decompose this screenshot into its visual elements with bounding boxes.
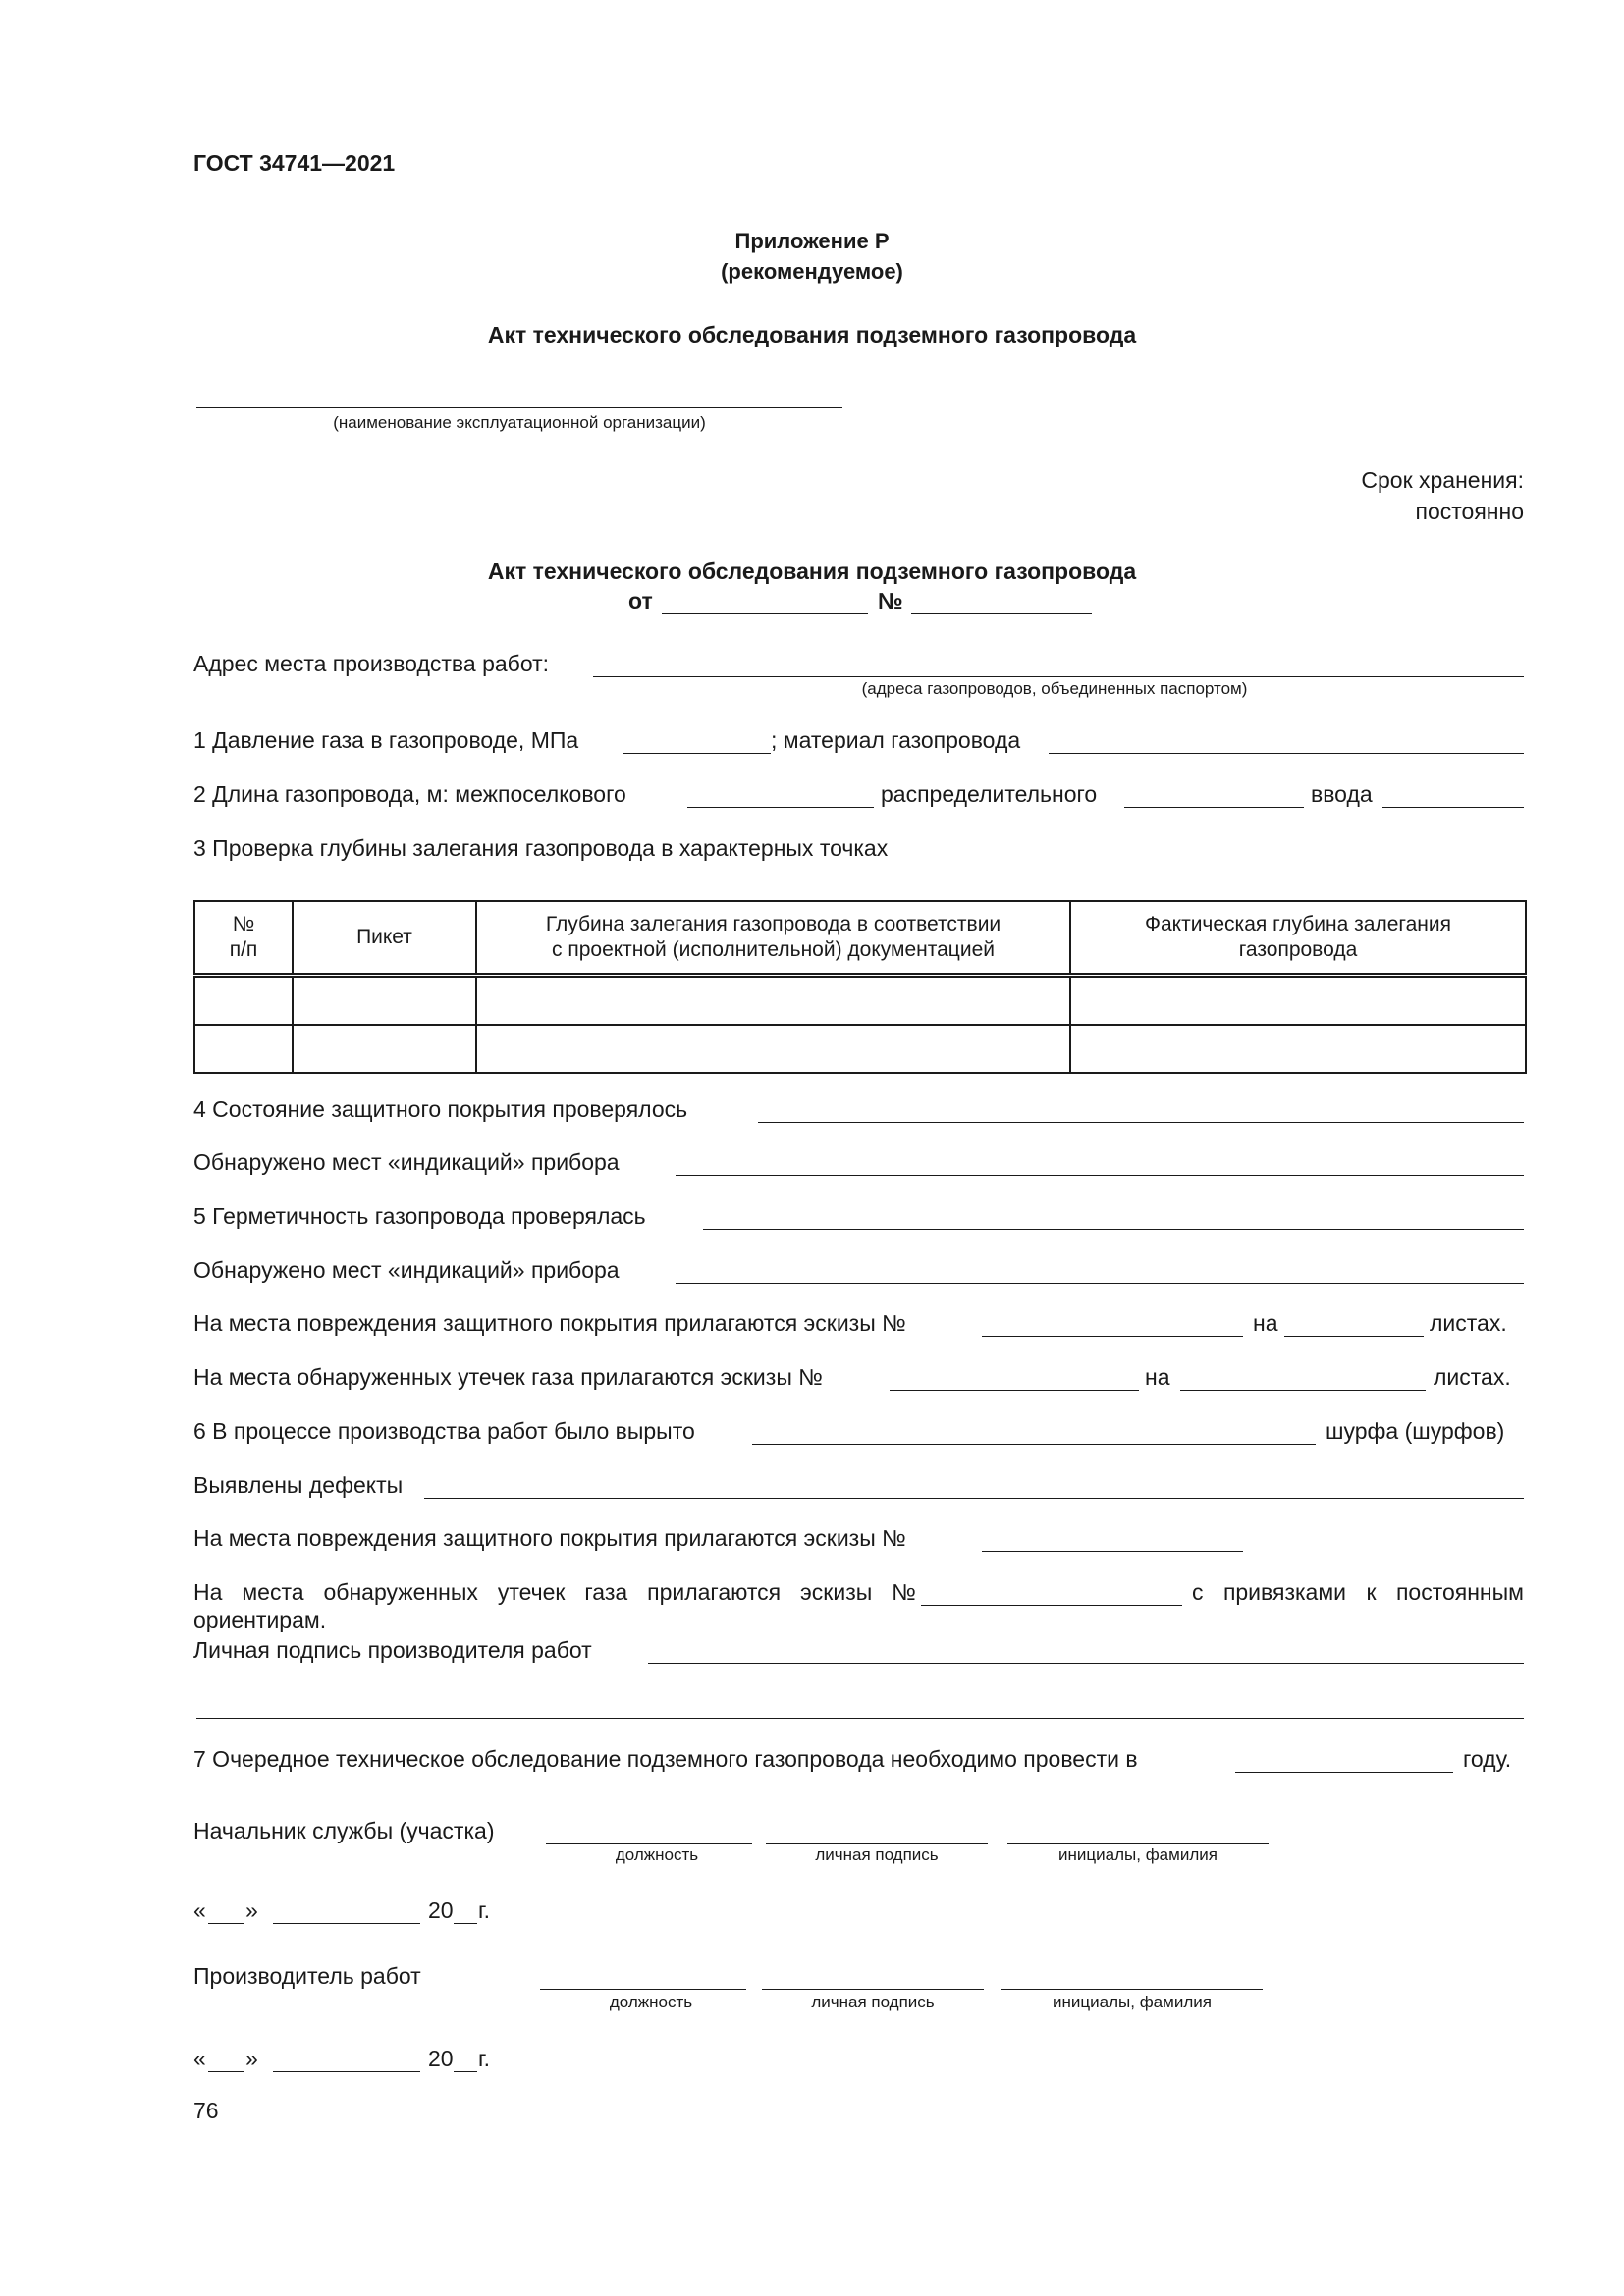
word: прилагаются	[647, 1579, 782, 1605]
chief-name-caption: инициалы, фамилия	[1058, 1845, 1218, 1864]
date-2-year-line[interactable]	[454, 2071, 477, 2072]
word: №	[892, 1579, 916, 1605]
signature-extra-line[interactable]	[196, 1718, 1524, 1719]
input-label: ввода	[1311, 781, 1373, 807]
sketch-coating-on: на	[1253, 1310, 1278, 1336]
producer-signature-label: Личная подпись производителя работ	[193, 1637, 592, 1663]
chief-label: Начальник службы (участка)	[193, 1818, 495, 1843]
col-number-header: № п/п	[194, 901, 293, 976]
found-indications-2-label: Обнаружено мест «индикаций» прибора	[193, 1257, 620, 1283]
indications-1-line[interactable]	[676, 1175, 1524, 1176]
pressure-line[interactable]	[623, 753, 771, 754]
chief-signature-caption: личная подпись	[815, 1845, 939, 1864]
table-row	[194, 1025, 1526, 1073]
sketch-leak-2-suffix	[1192, 1579, 1524, 1606]
act-title: Акт технического обследования подземного газопровода	[487, 559, 1137, 584]
input-line[interactable]	[1382, 807, 1524, 808]
date-1-day-line[interactable]	[208, 1923, 244, 1924]
date-2-close-quote: »	[245, 2046, 258, 2071]
date-1-century: 20	[428, 1897, 454, 1923]
sketch-coating-sheets-line[interactable]	[1284, 1336, 1424, 1337]
producer-position-caption: должность	[609, 1993, 693, 2011]
word: утечек	[497, 1579, 566, 1605]
sketch-leak-2-line2: ориентирам.	[193, 1607, 327, 1632]
producer-label: Производитель работ	[193, 1963, 421, 1989]
date-1-year-line[interactable]	[454, 1923, 477, 1924]
sketch-leak-sheets: листах.	[1434, 1364, 1511, 1390]
table-cell[interactable]	[194, 1025, 293, 1073]
item2-length-label: 2 Длина газопровода, м: межпоселкового	[193, 781, 626, 807]
storage-label: Срок хранения:	[1361, 467, 1524, 493]
date-1-close-quote: »	[245, 1897, 258, 1923]
item5-label: 5 Герметичность газопровода проверялась	[193, 1203, 646, 1229]
next-inspection-year-line[interactable]	[1235, 1772, 1453, 1773]
material-line[interactable]	[1049, 753, 1524, 754]
sketch-coating-2-line[interactable]	[982, 1551, 1243, 1552]
item1-pressure-label: 1 Давление газа в газопроводе, МПа	[193, 727, 579, 753]
col-picket-header: Пикет	[293, 901, 476, 976]
table-cell[interactable]	[194, 976, 293, 1026]
document-code: ГОСТ 34741—2021	[193, 150, 396, 176]
item4-label: 4 Состояние защитного покрытия проверялось	[193, 1096, 688, 1122]
word: постоянным	[1395, 1579, 1524, 1605]
sketch-leak-2-line[interactable]	[921, 1605, 1182, 1606]
table-row	[194, 976, 1526, 1026]
date-1-month-line[interactable]	[273, 1923, 420, 1924]
date-2-open-quote: «	[193, 2046, 206, 2071]
act-number-line[interactable]	[911, 613, 1092, 614]
sketch-leak-sheets-line[interactable]	[1180, 1390, 1426, 1391]
sketch-coating-sheets: листах.	[1430, 1310, 1507, 1336]
chief-position-line[interactable]	[546, 1843, 752, 1844]
coating-check-line[interactable]	[758, 1122, 1524, 1123]
word: эскизы	[800, 1579, 873, 1605]
item7-suffix: году.	[1463, 1746, 1512, 1772]
found-indications-1-label: Обнаружено мест «индикаций» прибора	[193, 1149, 620, 1175]
date-2-year-suffix: г.	[478, 2046, 490, 2071]
date-2-month-line[interactable]	[273, 2071, 420, 2072]
defects-label: Выявлены дефекты	[193, 1472, 404, 1498]
date-1-open-quote: «	[193, 1897, 206, 1923]
producer-position-line[interactable]	[540, 1989, 746, 1990]
table-cell[interactable]	[476, 976, 1070, 1026]
sketch-coating-label: На места повреждения защитного покрытия прилагаются эскизы №	[193, 1310, 906, 1336]
item6-label: 6 В процессе производства работ было вырыто	[193, 1418, 695, 1444]
date-1-year-suffix: г.	[478, 1897, 490, 1923]
distribution-line[interactable]	[1124, 807, 1304, 808]
producer-signature-line[interactable]	[648, 1663, 1524, 1664]
table-cell[interactable]	[1070, 976, 1526, 1026]
producer-name-caption: инициалы, фамилия	[1053, 1993, 1212, 2011]
table-header-row	[194, 901, 1526, 976]
org-name-line[interactable]	[196, 407, 842, 408]
chief-position-caption: должность	[615, 1845, 699, 1864]
sketch-leak-label: На места обнаруженных утечек газа прилагаются эскизы №	[193, 1364, 823, 1390]
table-cell[interactable]	[293, 976, 476, 1026]
page-number: 76	[193, 2098, 219, 2123]
appendix-status: (рекомендуемое)	[721, 259, 903, 284]
sketch-leak-number-line[interactable]	[890, 1390, 1139, 1391]
date-2-century: 20	[428, 2046, 454, 2071]
item1-material-label: ; материал газопровода	[771, 727, 1021, 753]
defects-line[interactable]	[424, 1498, 1524, 1499]
address-label: Адрес места производства работ:	[193, 651, 550, 676]
tightness-check-line[interactable]	[703, 1229, 1524, 1230]
word: места	[242, 1579, 304, 1605]
chief-name-line[interactable]	[1007, 1843, 1269, 1844]
address-line[interactable]	[593, 676, 1524, 677]
sketch-coating-number-line[interactable]	[982, 1336, 1243, 1337]
main-title: Акт технического обследования подземного газопровода	[487, 322, 1137, 347]
act-date-line[interactable]	[662, 613, 868, 614]
item3-label: 3 Проверка глубины залегания газопровода в характерных точках	[193, 835, 889, 861]
producer-name-line[interactable]	[1001, 1989, 1263, 1990]
table-cell[interactable]	[476, 1025, 1070, 1073]
producer-signature-caption: личная подпись	[811, 1993, 935, 2011]
item7-label: 7 Очередное техническое обследование подземного газопровода необходимо провести в	[193, 1746, 1138, 1772]
word: На	[193, 1579, 223, 1605]
depth-table	[193, 900, 1527, 1074]
date-2-day-line[interactable]	[208, 2071, 244, 2072]
org-name-caption: (наименование эксплуатационной организации)	[333, 413, 706, 432]
word: газа	[584, 1579, 628, 1605]
distribution-label: распределительного	[881, 781, 1098, 807]
storage-value: постоянно	[1415, 499, 1524, 524]
indications-2-line[interactable]	[676, 1283, 1524, 1284]
appendix-title: Приложение Р	[734, 229, 890, 253]
word: с	[1192, 1579, 1204, 1605]
word: привязками	[1222, 1579, 1347, 1605]
producer-sign-line[interactable]	[762, 1989, 984, 1990]
sketch-leak-2-label	[193, 1579, 916, 1606]
act-from-label: от	[628, 588, 653, 614]
table-cell[interactable]	[293, 1025, 476, 1073]
col-design-depth-header: Глубина залегания газопровода в соответствии с проектной (исполнительной) документацией	[476, 901, 1070, 976]
pits-count-line[interactable]	[752, 1444, 1316, 1445]
word: к	[1366, 1579, 1377, 1605]
act-number-label: №	[878, 588, 903, 614]
col-actual-depth-header: Фактическая глубина залегания газопровода	[1070, 901, 1526, 976]
chief-signature-line[interactable]	[766, 1843, 988, 1844]
intersettlement-line[interactable]	[687, 807, 874, 808]
sketch-leak-on: на	[1145, 1364, 1170, 1390]
word: обнаруженных	[323, 1579, 478, 1605]
item6-suffix: шурфа (шурфов)	[1326, 1418, 1505, 1444]
table-cell[interactable]	[1070, 1025, 1526, 1073]
address-caption: (адреса газопроводов, объединенных паспортом)	[861, 679, 1248, 698]
sketch-coating-2-label: На места повреждения защитного покрытия прилагаются эскизы №	[193, 1525, 906, 1551]
